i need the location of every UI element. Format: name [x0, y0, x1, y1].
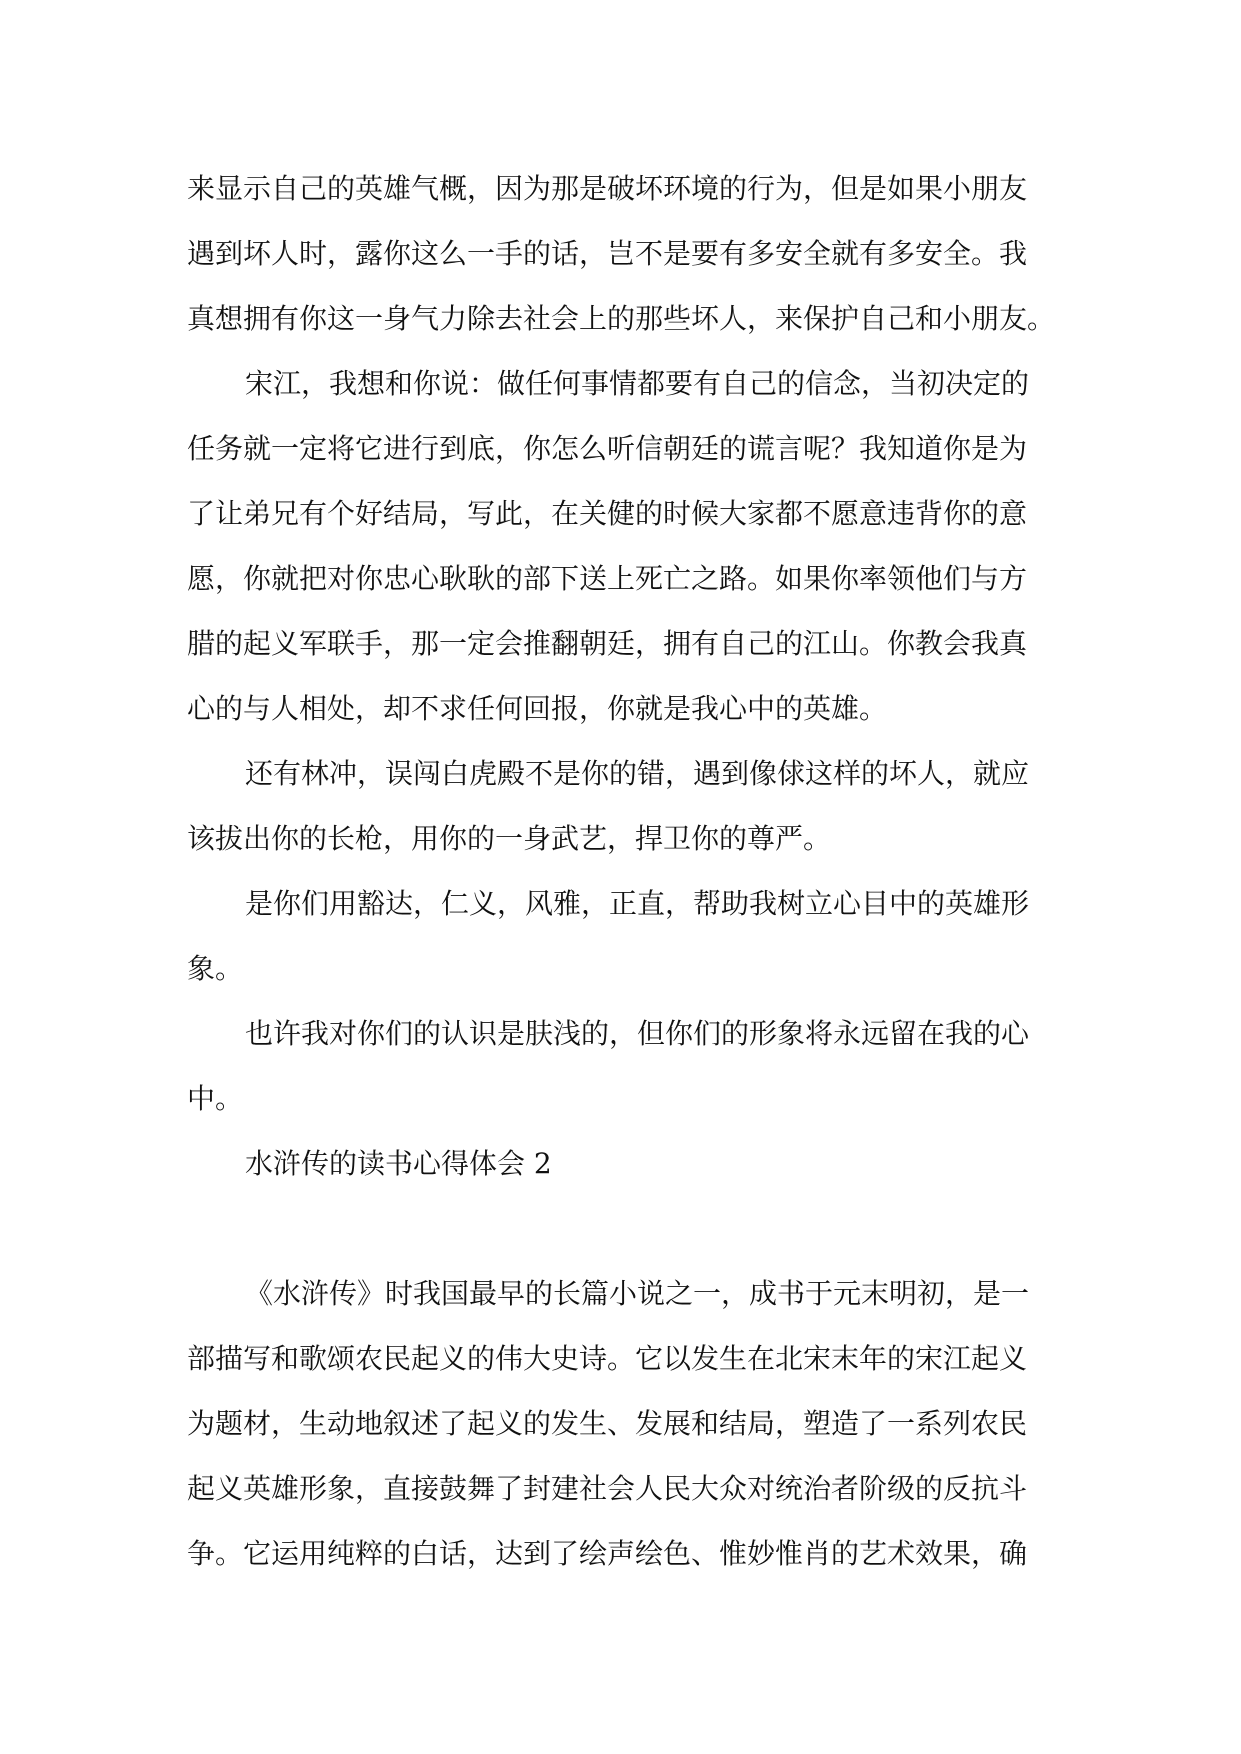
text-line: 任务就一定将它进行到底，你怎么听信朝廷的谎言呢？我知道你是为 [187, 432, 1028, 465]
section-paragraph [187, 1261, 1087, 1586]
paragraph-3 [187, 741, 1087, 871]
section-title: 水浒传的读书心得体会 2 [245, 1147, 552, 1180]
paragraph-1 [187, 156, 1087, 351]
text-line: 该拔出你的长枪，用你的一身武艺，捍卫你的尊严。 [187, 822, 832, 855]
paragraph-4 [187, 871, 1087, 1001]
text-line: 争。它运用纯粹的白话，达到了绘声绘色、惟妙惟肖的艺术效果，确 [187, 1537, 1028, 1570]
paragraph-5 [187, 1001, 1087, 1131]
text-line: 腊的起义军联手，那一定会推翻朝廷，拥有自己的江山。你教会我真 [187, 627, 1028, 660]
document-body [187, 156, 1087, 1586]
text-line: 心的与人相处，却不求任何回报，你就是我心中的英雄。 [187, 692, 888, 725]
text-line: 来显示自己的英雄气概，因为那是破坏环境的行为，但是如果小朋友 [187, 172, 1028, 205]
text-line: 起义英雄形象，直接鼓舞了封建社会人民大众对统治者阶级的反抗斗 [187, 1472, 1028, 1505]
text-line: 了让弟兄有个好结局，写此，在关健的时候大家都不愿意违背你的意 [187, 497, 1028, 530]
blank-line [187, 1196, 1087, 1261]
text-line: 部描写和歌颂农民起义的伟大史诗。它以发生在北宋末年的宋江起义 [187, 1342, 1028, 1375]
text-line: 还有林冲，误闯白虎殿不是你的错，遇到像俅这样的坏人，就应 [245, 757, 1030, 790]
text-line: 《水浒传》时我国最早的长篇小说之一，成书于元末明初，是一 [245, 1277, 1030, 1310]
text-line: 遇到坏人时，露你这么一手的话，岂不是要有多安全就有多安全。我 [187, 237, 1028, 270]
text-line: 真想拥有你这一身气力除去社会上的那些坏人，来保护自己和小朋友。 [187, 302, 1056, 335]
text-line: 愿，你就把对你忠心耿耿的部下送上死亡之路。如果你率领他们与方 [187, 562, 1028, 595]
text-line: 也许我对你们的认识是肤浅的，但你们的形象将永远留在我的心 [245, 1017, 1030, 1050]
text-line: 为题材，生动地叙述了起义的发生、发展和结局，塑造了一系列农民 [187, 1407, 1028, 1440]
text-line: 是你们用豁达，仁义，风雅，正直，帮助我树立心目中的英雄形 [245, 887, 1030, 920]
text-line: 宋江，我想和你说：做任何事情都要有自己的信念，当初决定的 [245, 367, 1030, 400]
text-line: 象。 [187, 952, 244, 985]
text-line: 中。 [187, 1082, 244, 1115]
paragraph-2 [187, 351, 1087, 741]
